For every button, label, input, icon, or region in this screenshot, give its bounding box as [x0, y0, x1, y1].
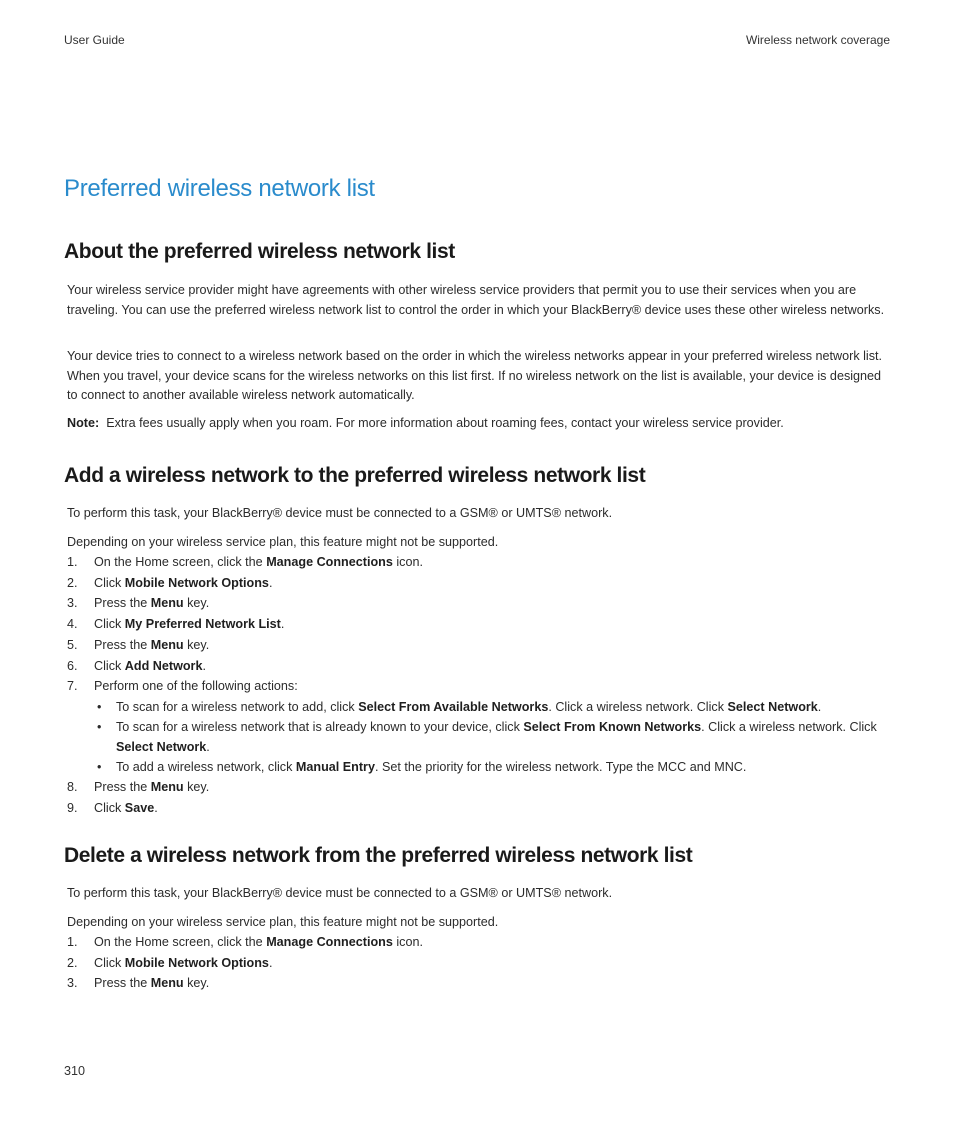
list-item: 3. Press the Menu key.: [67, 596, 210, 611]
page-title: Preferred wireless network list: [64, 175, 375, 202]
list-item: 2. Click Mobile Network Options.: [67, 575, 273, 590]
list-item: 3. Press the Menu key.: [67, 976, 210, 991]
about-paragraph-1: Your wireless service provider might have agreements with other wireless service providers that permit you to use their services when you are traveling. You can use the preferred wireless network list to control the order in which your BlackBerry® device uses these other wireless networks.: [67, 283, 885, 317]
list-item: • To add a wireless network, click Manual Entry. Set the priority for the wireless network. Type the MCC and MNC.: [94, 757, 893, 777]
list-item: 6. Click Add Network.: [67, 658, 206, 673]
add-plan-note: Depending on your wireless service plan, this feature might not be supported.: [67, 535, 499, 549]
delete-heading: Delete a wireless network from the preferred wireless network list: [64, 844, 693, 867]
add-heading: Add a wireless network to the preferred wireless network list: [64, 464, 646, 487]
list-item: 4. Click My Preferred Network List.: [67, 617, 285, 632]
bullet-icon: •: [97, 699, 102, 714]
list-item: 2. Click Mobile Network Options.: [67, 955, 273, 970]
add-steps-list: [67, 552, 893, 818]
add-prerequisite: To perform this task, your BlackBerry® device must be connected to a GSM® or UMTS® network.: [67, 506, 613, 520]
list-item: 5. Press the Menu key.: [67, 637, 210, 652]
list-item: • To scan for a wireless network to add, click Select From Available Networks. Click a wireless network. Click Select Network.: [94, 697, 893, 717]
list-item: 9. Click Save.: [67, 800, 158, 815]
action-options-list: [94, 697, 893, 777]
about-paragraph-2: Your device tries to connect to a wireless network based on the order in which the wireless networks appear in your preferred wireless network list. When you travel, your device scans for the wireless networks on this list first. If no wireless network on the list is available, your device is designed to connect to another available wireless network automatically.: [67, 349, 883, 402]
delete-prerequisite: To perform this task, your BlackBerry® device must be connected to a GSM® or UMTS® network.: [67, 886, 613, 900]
delete-plan-note: Depending on your wireless service plan, this feature might not be supported.: [67, 915, 499, 929]
about-heading: About the preferred wireless network list: [64, 240, 455, 263]
note: [67, 414, 893, 434]
list-item: 1. On the Home screen, click the Manage Connections icon.: [67, 555, 423, 569]
list-item: • To scan for a wireless network that is already known to your device, click Select From Known Networks. Click a wireless network. Click Select Network.: [94, 717, 893, 757]
note-text: Extra fees usually apply when you roam. For more information about roaming fees, contact your wireless service provider.: [106, 416, 784, 430]
running-header-left: User Guide: [64, 33, 125, 47]
note-label: Note:: [67, 416, 100, 430]
page-number: 310: [64, 1064, 86, 1078]
list-item: 8. Press the Menu key.: [67, 779, 210, 794]
list-item: 1. On the Home screen, click the Manage Connections icon.: [67, 935, 423, 949]
running-header-right: Wireless network coverage: [745, 33, 890, 47]
bullet-icon: •: [97, 719, 102, 734]
delete-steps-list: [67, 932, 893, 994]
list-item: 7. Perform one of the following actions: • To scan for a wireless network to add, click Select From Available Networks. Click a wireless network. Click Select Network. • To scan for a wireless network that is already known to your device, click Select From Known Networks. Click a wireless network. Click Select Network. • To add a wireless network, click Manual Entry. Set the priority for the wireless network. Type the MCC and MNC.: [67, 676, 893, 777]
bullet-icon: •: [97, 759, 102, 774]
